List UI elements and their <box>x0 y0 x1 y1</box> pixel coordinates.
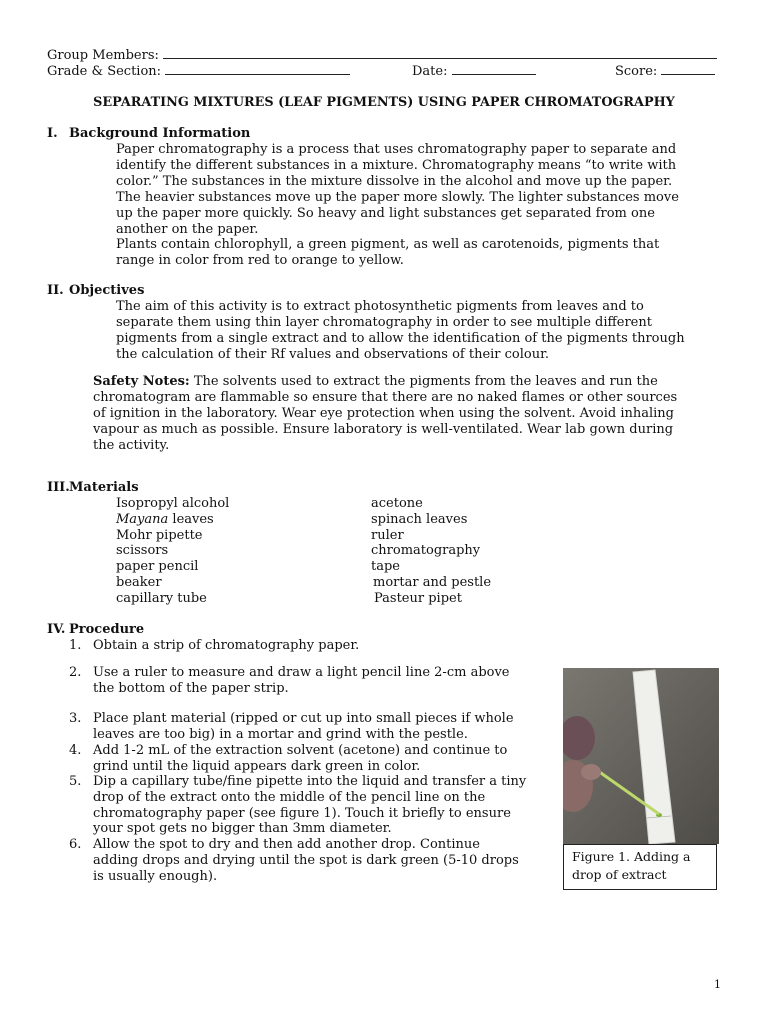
text-line: Paper chromatography is a process that uses chromatography paper to separate and <box>116 142 677 157</box>
list-item: scissors <box>116 543 169 559</box>
step-number: 1. <box>69 638 82 653</box>
list-item: beaker <box>116 574 162 590</box>
grade-section-row <box>47 63 350 79</box>
step-number: 3. <box>69 711 82 726</box>
text-line: adding drops and drying until the spot is dark green (5-10 drops <box>93 852 519 868</box>
text-line: chromatogram are flammable so ensure that there are no naked flames or other sources <box>93 389 678 405</box>
figure-photo <box>563 668 719 844</box>
text-line: up the paper more quickly. So heavy and light substances get separated from one <box>116 205 655 221</box>
text-line <box>93 374 677 390</box>
list-item: paper pencil <box>116 559 199 575</box>
score-row <box>615 63 715 79</box>
text-line: your spot gets no bigger than 3mm diameter. <box>93 821 392 837</box>
text-line: Place plant material (ripped or cut up into small pieces if whole <box>93 711 514 726</box>
grade-section-label: Grade & Section: <box>47 64 162 79</box>
background-paragraph <box>116 142 679 269</box>
text-line: Use a ruler to measure and draw a light pencil line 2-cm above <box>93 665 510 680</box>
text-line: grind until the liquid appears dark green in color. <box>93 758 421 774</box>
step-text <box>93 774 526 837</box>
materials-right-column <box>371 496 491 607</box>
list-item: Isopropyl alcohol <box>116 496 230 511</box>
group-members-label: Group Members: <box>47 48 159 63</box>
safety-notes <box>93 374 677 454</box>
step-text <box>93 743 507 775</box>
step-number: 5. <box>69 774 82 789</box>
text-line: Obtain a strip of chromatography paper. <box>93 638 360 653</box>
list-item: ruler <box>371 527 404 543</box>
figure-caption <box>563 844 717 890</box>
text-line: of ignition in the laboratory. Wear eye protection when using the solvent. Avoid inhaling <box>93 405 674 421</box>
safety-first-line: The solvents used to extract the pigments from the leaves and run the <box>189 374 658 389</box>
date-label: Date: <box>412 64 448 79</box>
objectives-heading-num: II. <box>47 283 64 298</box>
materials-heading-num: III. <box>47 480 70 495</box>
step-text <box>93 711 514 743</box>
text-line: Add 1-2 mL of the extraction solvent (acetone) and continue to <box>93 743 508 758</box>
text-line: identify the different substances in a mixture. Chromatography means “to write with <box>116 157 677 173</box>
list-item: tape <box>371 559 400 575</box>
text-line: Dip a capillary tube/fine pipette into the liquid and transfer a tiny <box>93 774 527 789</box>
list-item: acetone <box>371 496 423 511</box>
safety-label: Safety Notes: <box>93 374 190 389</box>
grade-section-line[interactable] <box>165 63 350 75</box>
step-number: 4. <box>69 743 82 758</box>
score-line[interactable] <box>661 63 715 75</box>
list-item: Pasteur pipet <box>374 590 462 606</box>
group-members-row <box>47 47 717 63</box>
list-item: mortar and pestle <box>373 574 492 590</box>
figure-1 <box>563 668 719 892</box>
chromatography-photo <box>563 668 719 844</box>
text-line: Plants contain chlorophyll, a green pigment, as well as carotenoids, pigments that <box>116 237 660 253</box>
text-line: separate them using thin layer chromatography in order to see multiple different <box>116 314 652 330</box>
objectives-paragraph <box>116 299 685 363</box>
materials-heading: Materials <box>69 480 139 495</box>
list-item: chromatography <box>371 543 481 559</box>
text-line: color.” The substances in the mixture dissolve in the alcohol and move up the paper. <box>116 173 673 189</box>
text-line: The heavier substances move up the paper more slowly. The lighter substances move <box>116 189 679 205</box>
score-label: Score: <box>615 64 658 79</box>
step-text <box>93 638 359 654</box>
step-number: 2. <box>69 665 82 680</box>
text-line: the activity. <box>93 437 170 453</box>
procedure-heading: Procedure <box>69 622 145 637</box>
text-line: another on the paper. <box>116 221 259 237</box>
text-line: chromatography paper (see figure 1). Touch it briefly to ensure <box>93 805 511 821</box>
list-item: Mohr pipette <box>116 527 203 543</box>
date-line[interactable] <box>452 63 536 75</box>
mayana-label: Mayana <box>116 511 169 527</box>
objectives-heading: Objectives <box>69 283 145 298</box>
list-item <box>116 512 229 528</box>
group-members-line[interactable] <box>163 47 717 59</box>
text-line: drop of the extract onto the middle of the pencil line on the <box>93 789 486 805</box>
text-line: the bottom of the paper strip. <box>93 680 289 696</box>
text-line: range in color from red to orange to yellow. <box>116 253 404 269</box>
text-line: vapour as much as possible. Ensure laboratory is well-ventilated. Wear lab gown during <box>93 421 674 437</box>
background-heading-num: I. <box>47 126 58 141</box>
text-line: leaves are too big) in a mortar and grind with the pestle. <box>93 726 468 742</box>
caption-line: drop of extract <box>572 867 667 882</box>
text-line: The aim of this activity is to extract photosynthetic pigments from leaves and to <box>116 299 644 314</box>
procedure-heading-num: IV. <box>47 622 66 637</box>
text-line: is usually enough). <box>93 868 218 884</box>
list-item-suffix: leaves <box>168 511 214 527</box>
text-line: pigments from a single extract and to allow the identification of the pigments through <box>116 330 685 346</box>
list-item: capillary tube <box>116 590 207 606</box>
step-text <box>93 837 519 884</box>
step-text <box>93 665 510 697</box>
list-item: spinach leaves <box>371 511 468 527</box>
step-number: 6. <box>69 837 82 852</box>
date-row <box>412 63 536 79</box>
materials-left-column <box>116 496 229 607</box>
text-line: Allow the spot to dry and then add another drop. Continue <box>93 837 480 852</box>
text-line: the calculation of their Rf values and observations of their colour. <box>116 346 550 362</box>
caption-line: Figure 1. Adding a <box>572 849 691 864</box>
background-heading: Background Information <box>69 126 251 141</box>
page-number: 1 <box>714 978 721 991</box>
page-title: SEPARATING MIXTURES (LEAF PIGMENTS) USING PAPER CHROMATOGRAPHY <box>93 95 675 110</box>
